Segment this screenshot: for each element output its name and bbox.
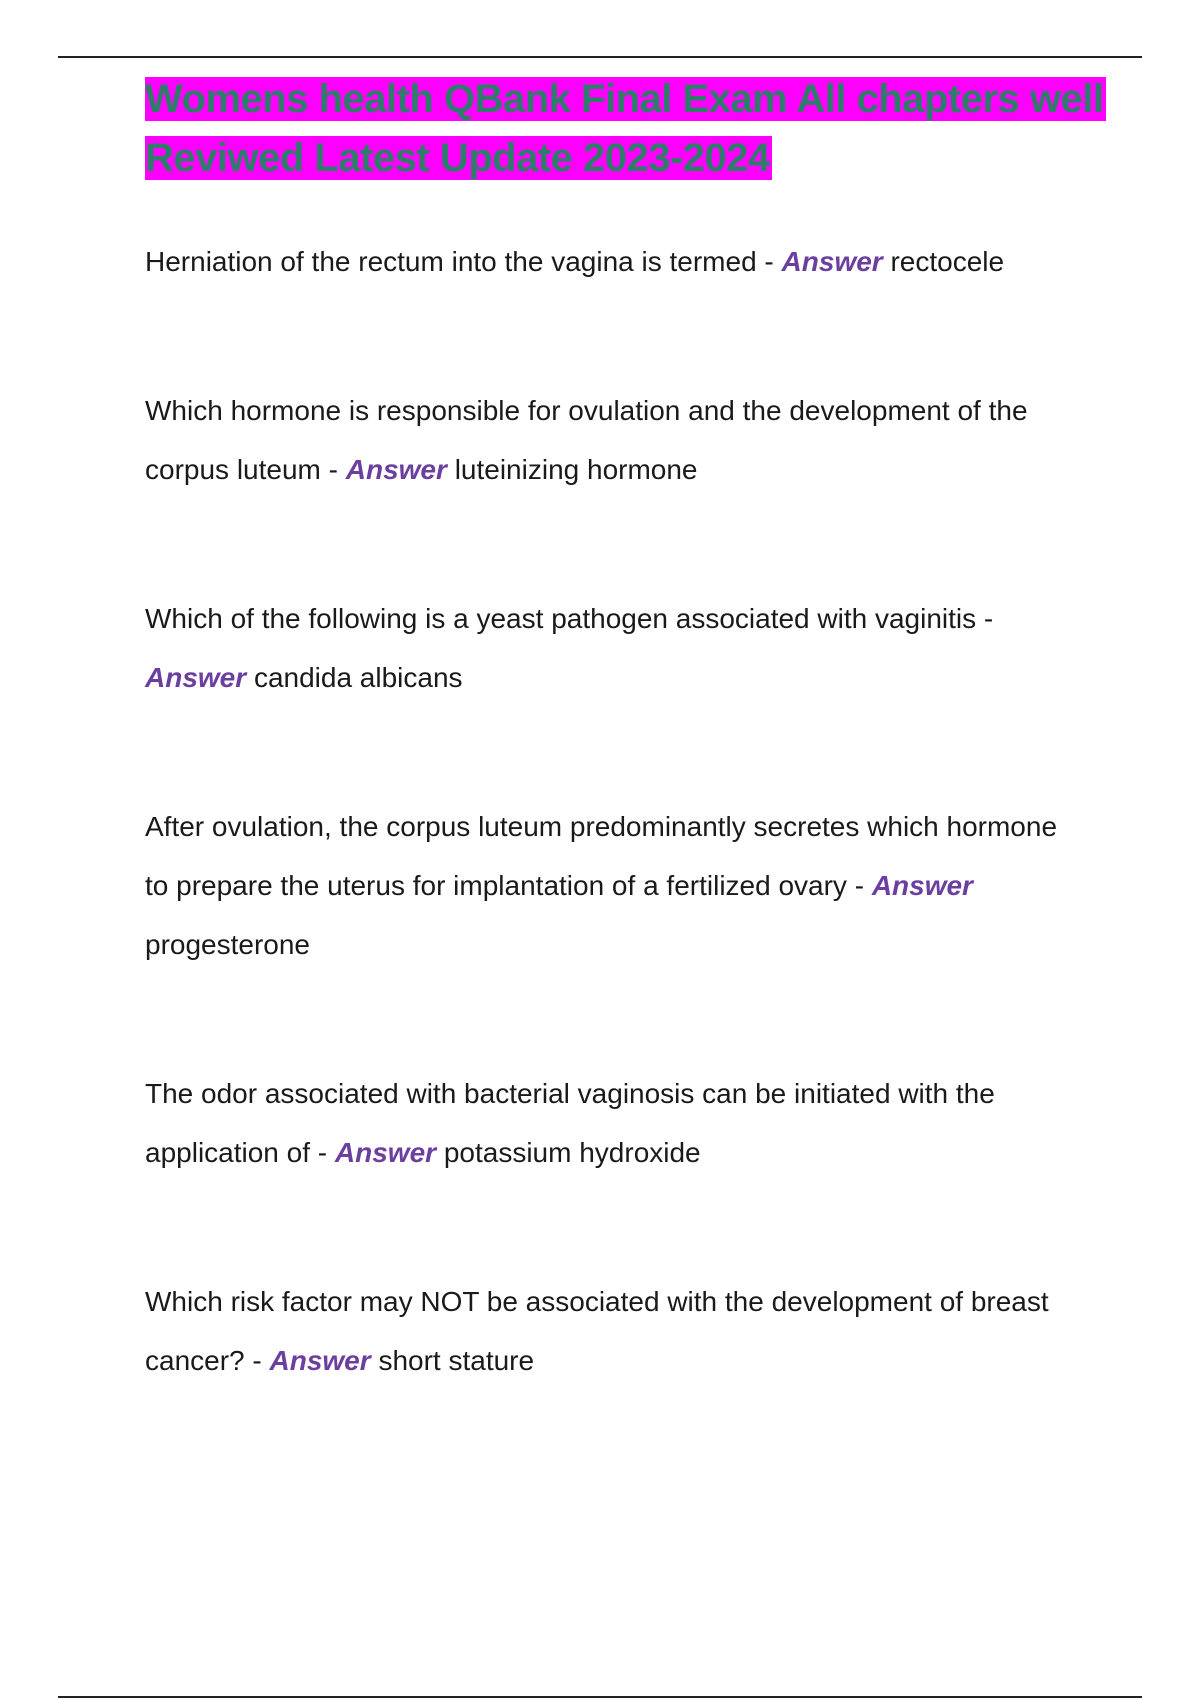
answer-text: candida albicans	[253, 662, 463, 693]
question-text: The odor associated with bacterial vaginosis can be initiated with the application of -	[145, 1078, 995, 1168]
answer-text: short stature	[378, 1345, 535, 1376]
qa-item-5	[145, 1064, 1075, 1182]
question-text: Herniation of the rectum into the vagina is termed -	[145, 246, 782, 277]
answer-text: luteinizing hormone	[454, 454, 698, 485]
answer-label: Answer	[269, 1345, 371, 1376]
answer-label: Answer	[145, 662, 247, 693]
question-text: After ovulation, the corpus luteum predominantly secretes which hormone to prepare the uterus for implantation of a fertilized ovary -	[145, 811, 1058, 901]
question-text: Which risk factor may NOT be associated with the development of breast cancer? -	[145, 1286, 1049, 1376]
answer-text: potassium hydroxide	[443, 1137, 701, 1168]
qa-item-2	[145, 381, 1075, 499]
document-body	[145, 70, 1105, 1390]
qa-item-4	[145, 797, 1075, 974]
document-title	[145, 70, 1105, 188]
answer-label: Answer	[871, 870, 973, 901]
qa-item-3	[145, 589, 1075, 707]
qa-item-6	[145, 1272, 1075, 1390]
question-text: Which of the following is a yeast pathogen associated with vaginitis -	[145, 603, 994, 634]
answer-label: Answer	[345, 454, 447, 485]
qa-item-1	[145, 232, 1075, 291]
bottom-rule	[58, 1696, 1142, 1698]
document-title-text: Womens health QBank Final Exam All chapters well Reviwed Latest Update 2023-2024	[145, 77, 1104, 180]
answer-label: Answer	[781, 246, 883, 277]
answer-text: progesterone	[145, 929, 311, 960]
answer-label: Answer	[334, 1137, 437, 1168]
answer-text: rectocele	[890, 246, 1005, 277]
qa-list	[145, 232, 1105, 1390]
question-text: Which hormone is responsible for ovulation and the development of the corpus luteum -	[145, 395, 1028, 485]
top-rule	[58, 56, 1142, 58]
